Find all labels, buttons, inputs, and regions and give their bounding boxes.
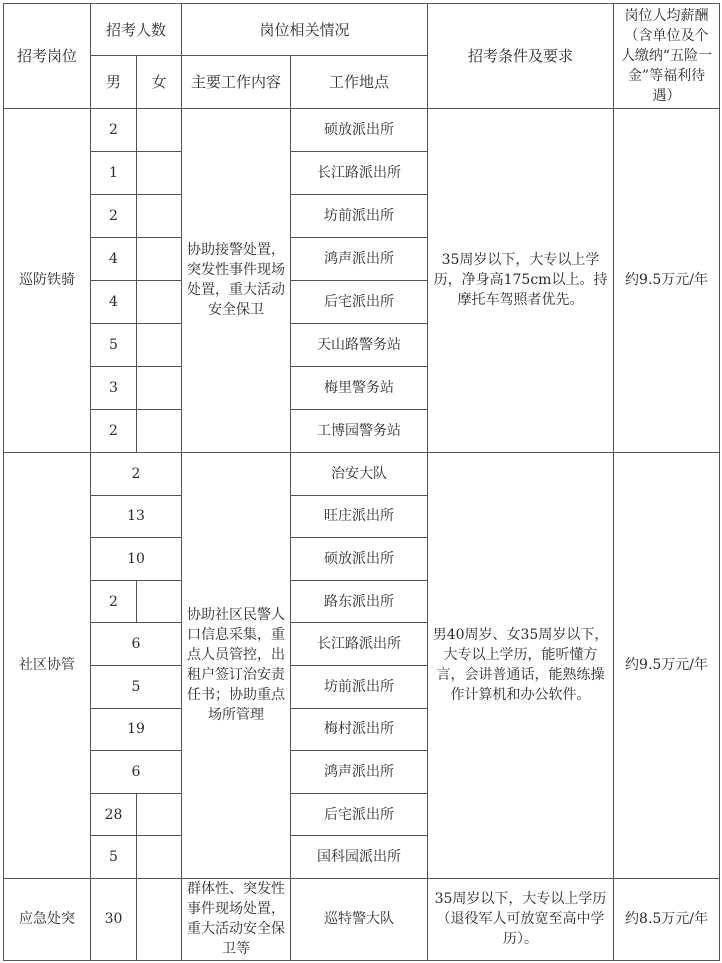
male-count-cell: 5 <box>91 323 137 366</box>
location-cell: 后宅派出所 <box>291 793 428 836</box>
recruitment-table <box>3 3 720 961</box>
total-count-cell: 6 <box>91 623 182 666</box>
female-count-cell <box>137 323 182 366</box>
duty-cell: 协助社区民警人口信息采集，重点人员管控，出租户签订治安责任书；协助重点场所管理 <box>182 452 291 878</box>
location-cell: 坊前派出所 <box>291 665 428 708</box>
header-related: 岗位相关情况 <box>182 4 428 56</box>
location-cell: 鸿声派出所 <box>291 237 428 280</box>
header-position: 招考岗位 <box>4 4 91 109</box>
female-count-cell <box>137 836 182 879</box>
location-cell: 路东派出所 <box>291 580 428 623</box>
total-count-cell: 2 <box>91 452 182 495</box>
location-cell: 巡特警大队 <box>291 878 428 960</box>
location-cell: 坊前派出所 <box>291 194 428 237</box>
total-count-cell: 5 <box>91 665 182 708</box>
position-cell: 应急处突 <box>4 878 91 960</box>
header-female: 女 <box>137 56 182 109</box>
male-count-cell: 4 <box>91 280 137 323</box>
table-row <box>4 878 720 960</box>
male-count-cell: 3 <box>91 366 137 409</box>
female-count-cell <box>137 109 182 152</box>
requirements-cell: 35周岁以下，大专以上学历，净身高175cm以上。持摩托车驾照者优先。 <box>428 109 614 453</box>
location-cell: 治安大队 <box>291 452 428 495</box>
duty-cell: 协助接警处置，突发性事件现场处置，重大活动安全保卫 <box>182 109 291 453</box>
female-count-cell <box>137 409 182 452</box>
female-count-cell <box>137 151 182 194</box>
total-count-cell: 13 <box>91 495 182 538</box>
female-count-cell <box>137 194 182 237</box>
header-duty: 主要工作内容 <box>182 56 291 109</box>
header-male: 男 <box>91 56 137 109</box>
female-count-cell <box>137 580 182 623</box>
male-count-cell: 4 <box>91 237 137 280</box>
female-count-cell <box>137 793 182 836</box>
header-count: 招考人数 <box>91 4 182 56</box>
male-count-cell: 2 <box>91 580 137 623</box>
salary-cell: 约8.5万元/年 <box>614 878 720 960</box>
requirements-cell: 35周岁以下，大专以上学历（退役军人可放宽至高中学历）。 <box>428 878 614 960</box>
location-cell: 硕放派出所 <box>291 538 428 581</box>
header-requirements: 招考条件及要求 <box>428 4 614 109</box>
male-count-cell: 2 <box>91 109 137 152</box>
total-count-cell: 19 <box>91 708 182 751</box>
location-cell: 天山路警务站 <box>291 323 428 366</box>
table-body <box>4 109 720 961</box>
location-cell: 后宅派出所 <box>291 280 428 323</box>
requirements-cell: 男40周岁、女35周岁以下，大专以上学历，能听懂方言，会讲普通话，能熟练操作计算机和办公软件。 <box>428 452 614 878</box>
location-cell: 梅里警务站 <box>291 366 428 409</box>
female-count-cell <box>137 878 182 960</box>
location-cell: 长江路派出所 <box>291 151 428 194</box>
position-cell: 巡防铁骑 <box>4 109 91 453</box>
position-cell: 社区协管 <box>4 452 91 878</box>
male-count-cell: 30 <box>91 878 137 960</box>
female-count-cell <box>137 237 182 280</box>
male-count-cell: 28 <box>91 793 137 836</box>
location-cell: 鸿声派出所 <box>291 751 428 794</box>
header-salary: 岗位人均薪酬（含单位及个人缴纳“五险一金”等福利待遇） <box>614 4 720 109</box>
male-count-cell: 2 <box>91 194 137 237</box>
female-count-cell <box>137 366 182 409</box>
total-count-cell: 6 <box>91 751 182 794</box>
salary-cell: 约9.5万元/年 <box>614 452 720 878</box>
total-count-cell: 10 <box>91 538 182 581</box>
salary-cell: 约9.5万元/年 <box>614 109 720 453</box>
header-location: 工作地点 <box>291 56 428 109</box>
location-cell: 梅村派出所 <box>291 708 428 751</box>
location-cell: 旺庄派出所 <box>291 495 428 538</box>
table-row <box>4 452 720 495</box>
male-count-cell: 1 <box>91 151 137 194</box>
duty-cell: 群体性、突发性事件现场处置，重大活动安全保卫等 <box>182 878 291 960</box>
location-cell: 长江路派出所 <box>291 623 428 666</box>
male-count-cell: 5 <box>91 836 137 879</box>
male-count-cell: 2 <box>91 409 137 452</box>
location-cell: 工博园警务站 <box>291 409 428 452</box>
location-cell: 硕放派出所 <box>291 109 428 152</box>
table-row <box>4 109 720 152</box>
location-cell: 国科园派出所 <box>291 836 428 879</box>
female-count-cell <box>137 280 182 323</box>
